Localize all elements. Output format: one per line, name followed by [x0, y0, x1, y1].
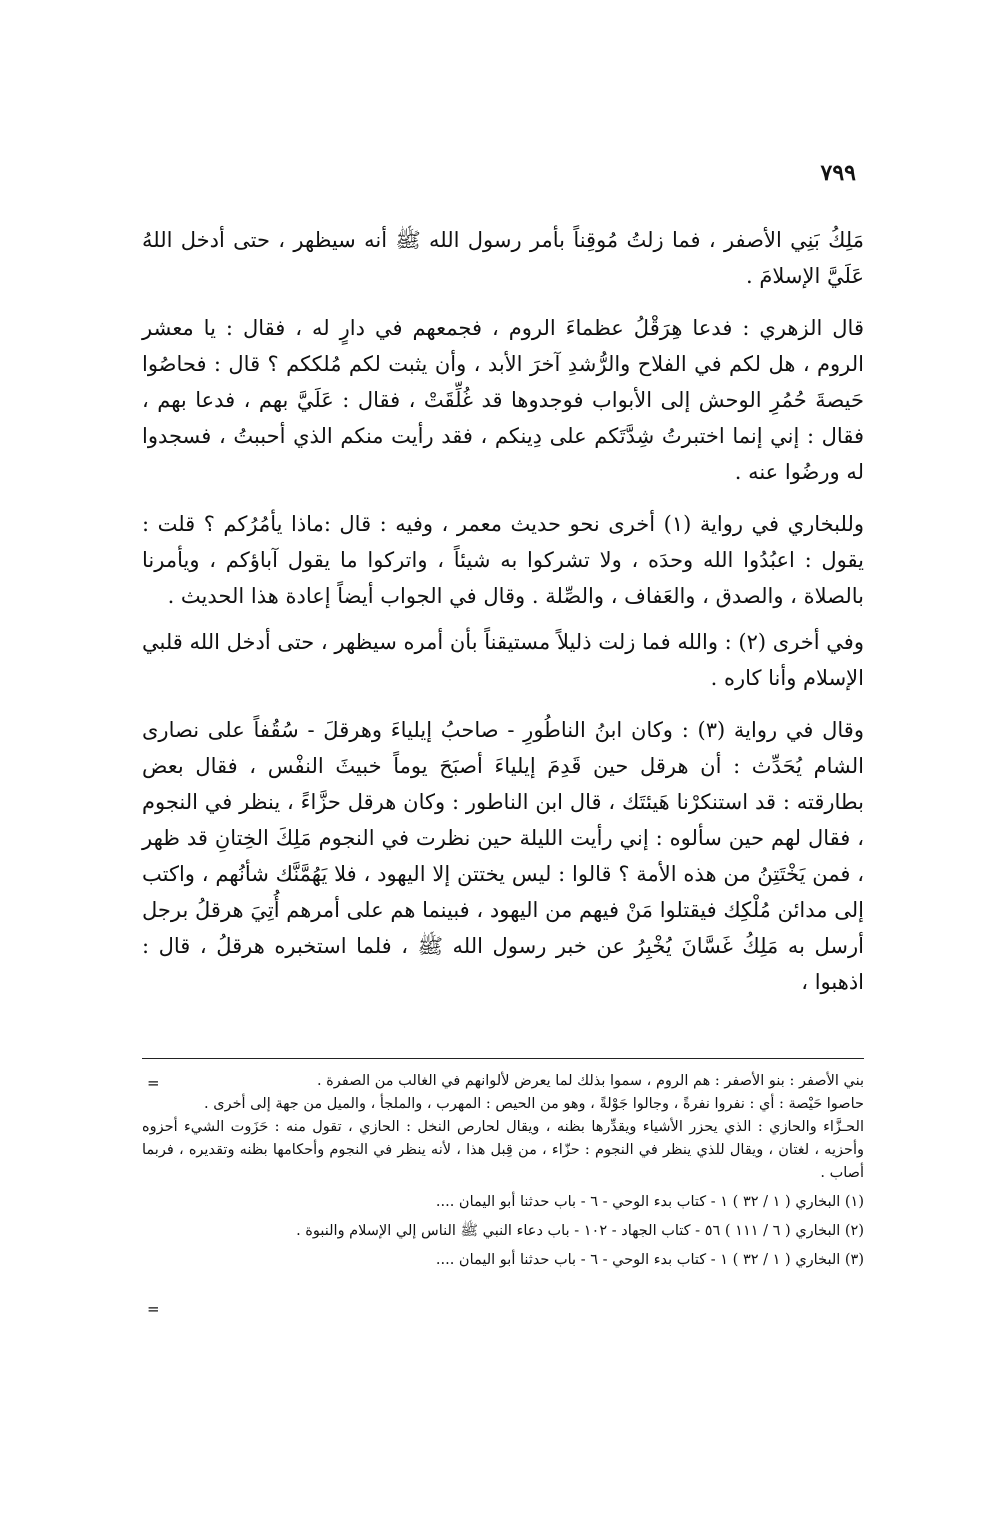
continuation-mark: = [147, 1074, 160, 1092]
paragraph: وقال في رواية (٣) : وكان ابنُ الناطُورِ - صاحبُ إيلياءَ وهرقلَ - سُقُفاً على نصارى الشام يُحَدِّث : أن هرقل حين قَدِمَ إيلياءَ أصبَحَ يوماً خبيثَ النفْس ، فقال بعض بطارقته : قد استنكرْنا هَيئتَك ، قال ابن الناطور : وكان هرقل حزَّاءً ، ينظر في النجوم ، فقال لهم حين سألوه : إني رأيت الليلة حين نظرت في النجوم مَلِكَ الخِتانِ قد ظهر ، فمن يَخْتَتِنُ من هذه الأمة ؟ قالوا : ليس يختتن إلا اليهود ، فلا يَهُمَّنَّك شأنُهم ، واكتب إلى مدائن مُلْكِك فيقتلوا مَنْ فيهم من اليهود ، فبينما هم على أمرهم أُتِيَ هرقلُ برجل أرسل به مَلِكُ غَسَّانَ يُخْبِرُ عن خبر رسول الله ﷺ ، فلما استخبره هرقلُ ، قال : اذهبوا ، [142, 718, 864, 994]
main-text [142, 222, 864, 1016]
footnote-gloss: الحـزَّاء والحازي : الذي يحزر الأشياء ويقدِّرها بظنه ، ويقال لحارص النخل : الحازي ، تقول منه : حَزَوت الشيء أحزوه وأحزيه ، لغتان ، ويقال للذي ينظر في النجوم : حزّاء ، من قِبل هذا ، لأنه ينظر في النجوم وأحكامها بظنه وتقديره ، فربما أصاب . [142, 1119, 864, 1181]
end-continuation-mark: = [147, 1300, 160, 1318]
paragraph: وفي أخرى (٢) : والله فما زلت ذليلاً مستيقناً بأن أمره سيظهر ، حتى أدخل الله قلبي الإسلام وأنا كاره . [142, 630, 864, 690]
footnote-reference: (٣) البخاري ( ١ / ٣٢ ) ١ - كتاب بدء الوحي - ٦ - باب حدثنا أبو اليمان .... [435, 1252, 864, 1268]
paragraph: قال الزهري : فدعا هِرَقْلُ عظماءَ الروم ، فجمعهم في دارٍ له ، فقال : يا معشر الروم ، هل لكم في الفلاح والرُّشدِ آخرَ الأبد ، وأن يثبت لكم مُلككم ؟ قال : فحاصُوا حَيصةَ حُمُرِ الوحش إلى الأبواب فوجدوها قد غُلِّقَتْ ، فقال : عَلَيَّ بهم ، فدعا بهم ، فقال : إني إنما اختبرتُ شِدَّتَكم على دِينكم ، فقد رأيت منكم الذي أحببتُ ، فسجدوا له ورضُوا عنه . [142, 316, 864, 484]
paragraph: مَلِكُ بَنِي الأصفر ، فما زلتُ مُوقِناً بأمر رسول الله ﷺ أنه سيظهر ، حتى أدخل اللهُ عَلَيَّ الإسلامَ . [142, 228, 864, 288]
paragraph: وللبخاري في رواية (١) أخرى نحو حديث معمر ، وفيه : قال :ماذا يأمُرُكم ؟ قلت : يقول : اعبُدُوا الله وحدَه ، ولا تشركوا به شيئاً ، واتركوا ما يقول آباؤكم ، ويأمرنا بالصلاة ، والصدق ، والعَفاف ، والصِّلة . وقال في الجواب أيضاً إعادة هذا الحديث . [142, 512, 864, 608]
footnote-divider [142, 1058, 864, 1059]
page-number: ٧٩٩ [820, 160, 856, 186]
footnote-gloss: حاصوا حَيْصة : أي : نفروا نفرةً ، وجالوا جَوْلةً ، وهو من الحيص : المهرب ، والملجأ ، والميل من جهة إلى أخرى . [204, 1096, 864, 1112]
footnote-reference: (١) البخاري ( ١ / ٣٢ ) ١ - كتاب بدء الوحي - ٦ - باب حدثنا أبو اليمان .... [435, 1194, 864, 1210]
footnote-reference: (٢) البخاري ( ٦ / ١١١ ) ٥٦ - كتاب الجهاد - ١٠٢ - باب دعاء النبي ﷺ الناس إلي الإسلام والنبوة . [296, 1223, 864, 1239]
footnotes [142, 1070, 864, 1272]
footnote-gloss: بني الأصفر : بنو الأصفر : هم الروم ، سموا بذلك لما يعرض لألوانهم في الغالب من الصفرة . [316, 1073, 864, 1089]
